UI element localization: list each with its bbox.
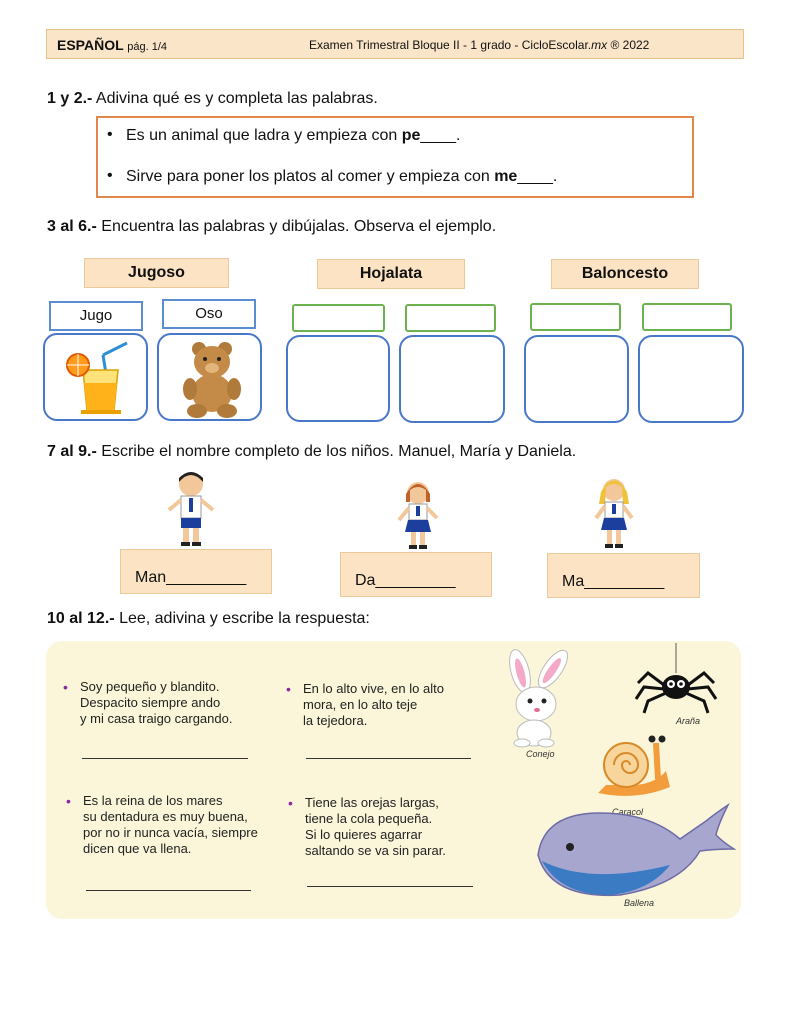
picture-blank-3[interactable] [524,335,629,423]
riddle-text: Es un animal que ladra y empieza con [126,127,402,144]
picture-juice [43,333,148,421]
answer-line-2[interactable] [306,758,471,759]
riddle-line: dicen que va llena. [83,841,192,856]
riddle-line: y mi casa traigo cargando. [80,711,233,726]
animal-label-spider: Araña [676,716,701,726]
riddle-box [96,116,694,198]
header-exam-title [309,38,649,52]
question-instruction: Escribe el nombre completo de los niños. Manuel, María y Daniela. [101,443,577,460]
question-3-heading [47,218,496,236]
answer-line-1[interactable] [82,758,248,759]
question-10-heading [47,610,370,628]
animal-label-rabbit: Conejo [526,749,555,759]
riddle-line: tiene la cola pequeña. [305,811,433,826]
riddle-snail [63,679,233,727]
word-baloncesto: Baloncesto [551,259,699,289]
spider-icon [634,643,718,718]
header-page: pág. 1/4 [127,41,168,53]
boy-icon [166,468,216,548]
header-exam-tail: ® 2022 [610,38,650,52]
whale-icon [530,791,736,903]
page-header [46,29,744,59]
picture-bear [157,333,262,421]
label-blank-3[interactable] [530,303,621,331]
question-number: 7 al 9.- [47,443,97,460]
riddle-item-2 [126,168,557,186]
teddy-bear-icon [159,335,260,419]
animal-label-whale: Ballena [624,898,655,908]
name-prompt: Ma_________ [562,573,665,590]
header-exam-text: Examen Trimestral Bloque II - 1 grado - CicloEscolar. [309,38,592,52]
riddle-prefix: me [494,168,518,185]
picture-blank-1[interactable] [286,335,390,422]
header-subject: ESPAÑOL [57,37,124,53]
question-instruction: Adivina qué es y completa las palabras. [95,90,378,107]
question-number: 3 al 6.- [47,218,97,235]
header-exam-italic: mx [591,38,608,52]
juice-glass-icon [45,335,146,419]
question-instruction: Encuentra las palabras y dibújalas. Observa el ejemplo. [101,218,497,235]
girl-brown-hair-icon [396,478,440,552]
word-jugoso: Jugoso [84,258,229,288]
riddle-line: En lo alto vive, en lo alto [303,681,444,696]
riddle-line: Es la reina de los mares [83,793,223,808]
riddle-item-1 [126,127,460,145]
riddle-line: Si lo quieres agarrar [305,827,423,842]
name-prompt: Man_________ [135,569,247,586]
riddle-line: Tiene las orejas largas, [305,795,439,810]
label-blank-4[interactable] [642,303,732,331]
riddle-whale [66,793,258,857]
riddles-panel [46,641,741,919]
riddle-prefix: pe [401,127,421,144]
question-number: 10 al 12.- [47,610,115,627]
label-blank-2[interactable] [405,304,496,332]
riddle-spider [286,681,444,729]
riddle-line: la tejedora. [303,713,368,728]
name-box-manuel[interactable] [120,549,272,594]
riddle-line: Despacito siempre ando [80,695,221,710]
bullet-icon: • [63,679,68,695]
picture-blank-4[interactable] [638,335,744,423]
riddle-line: saltando se va sin parar. [305,843,446,858]
riddle-line: su dentadura es muy buena, [83,809,248,824]
header-subject-block [57,37,167,53]
name-prompt: Da_________ [355,572,456,589]
label-jugo: Jugo [49,301,143,331]
answer-blank[interactable]: ____. [420,127,461,144]
question-number: 1 y 2.- [47,90,93,107]
answer-line-3[interactable] [86,890,251,891]
riddle-text: Sirve para poner los platos al comer y empieza con [126,168,495,185]
picture-blank-2[interactable] [399,335,505,423]
riddle-line: Soy pequeño y blandito. [80,679,220,694]
riddle-line: por no ir nunca vacía, siempre [83,825,258,840]
rabbit-icon [498,649,578,749]
label-oso: Oso [162,299,256,329]
girl-blonde-hair-icon [592,474,636,552]
bullet-icon: • [66,793,71,809]
answer-blank[interactable]: ____. [517,168,558,185]
label-blank-1[interactable] [292,304,385,332]
question-7-heading [47,443,576,461]
question-instruction: Lee, adivina y escribe la respuesta: [119,610,370,627]
question-1-heading [47,90,378,108]
bullet-icon: • [288,795,293,811]
riddle-line: mora, en lo alto teje [303,697,418,712]
name-box-maria[interactable] [547,553,700,598]
riddle-rabbit [288,795,446,859]
word-hojalata: Hojalata [317,259,465,289]
animal-label-snail: Caracol [612,807,644,817]
bullet-icon: • [286,681,291,697]
answer-line-4[interactable] [307,886,473,887]
name-box-daniela[interactable] [340,552,492,597]
